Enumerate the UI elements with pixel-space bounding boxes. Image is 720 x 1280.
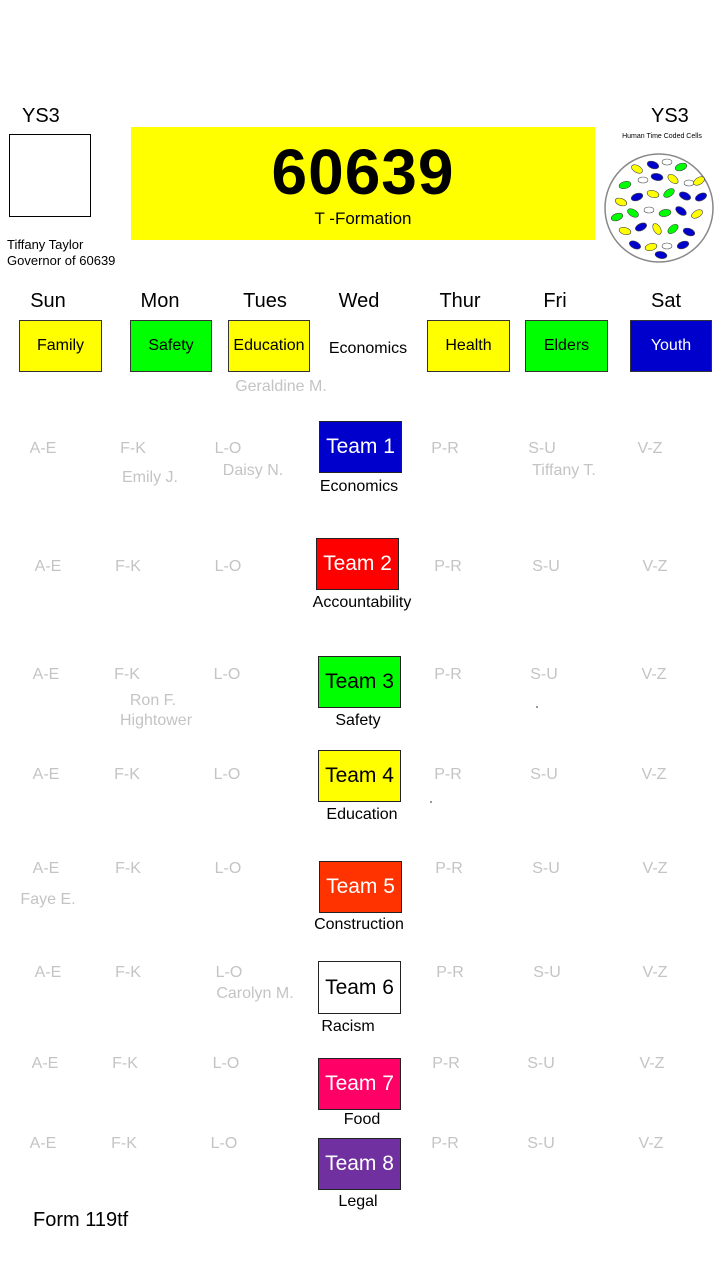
member-name: Daisy N. (222, 462, 284, 479)
dot-mark (430, 801, 432, 803)
governor-info (7, 237, 115, 269)
letter-range: P-R (431, 440, 459, 457)
day-mon: Mon (140, 290, 180, 312)
team-box: Team 2 (316, 538, 399, 590)
focus-safety: Safety (130, 320, 212, 372)
letter-range: P-R (432, 1055, 460, 1072)
team-name: Food (343, 1111, 381, 1128)
member-name: Ron F. (129, 692, 177, 709)
letter-range: F-K (115, 558, 141, 575)
team-box: Team 5 (319, 861, 402, 913)
letter-range: A-E (29, 1135, 57, 1152)
team-box: Team 8 (318, 1138, 401, 1190)
day-thur: Thur (439, 290, 481, 312)
letter-range: A-E (32, 766, 60, 783)
governor-title: Governor of 60639 (7, 253, 116, 268)
letter-range: V-Z (642, 964, 668, 981)
form-number: Form 119tf (33, 1209, 129, 1231)
letter-range: P-R (431, 1135, 459, 1152)
team-name: Racism (321, 1018, 375, 1035)
letter-range: P-R (434, 666, 462, 683)
letter-range: F-K (114, 666, 140, 683)
letter-range: P-R (435, 860, 463, 877)
team-name: Economics (319, 478, 399, 495)
letter-range: S-U (528, 440, 556, 457)
day-sun: Sun (30, 290, 66, 312)
letter-range: F-K (112, 1055, 138, 1072)
letter-range: F-K (114, 766, 140, 783)
member-name: Hightower (119, 712, 193, 729)
focus-youth: Youth (630, 320, 712, 372)
member-name: Tiffany T. (532, 462, 596, 479)
letter-range: F-K (111, 1135, 137, 1152)
day-fri: Fri (543, 290, 567, 312)
letter-range: A-E (34, 558, 62, 575)
letter-range: V-Z (637, 440, 663, 457)
team-name: Accountability (312, 594, 412, 611)
letter-range: L-O (213, 666, 241, 683)
letter-range: L-O (212, 1055, 240, 1072)
team-box: Team 1 (319, 421, 402, 473)
letter-range: V-Z (642, 860, 668, 877)
team-name: Safety (335, 712, 381, 729)
letter-range: S-U (527, 1055, 555, 1072)
team-name: Construction (314, 916, 404, 933)
governor-name: Tiffany Taylor (7, 237, 84, 252)
letter-range: L-O (210, 1135, 238, 1152)
letter-range: V-Z (638, 1135, 664, 1152)
focus-health: Health (427, 320, 510, 372)
letter-range: S-U (530, 666, 558, 683)
letter-range: S-U (530, 766, 558, 783)
focus-family: Family (19, 320, 102, 372)
team-box: Team 4 (318, 750, 401, 802)
team-name: Legal (338, 1193, 378, 1210)
letter-range: V-Z (641, 666, 667, 683)
letter-range: F-K (120, 440, 146, 457)
zip-banner (131, 127, 595, 240)
letter-range: L-O (215, 964, 243, 981)
letter-range: A-E (32, 860, 60, 877)
focus-economics: Economics (328, 340, 408, 357)
team-box: Team 7 (318, 1058, 401, 1110)
governor-photo-placeholder (9, 134, 91, 217)
member-name: Faye E. (20, 891, 76, 908)
letter-range: L-O (214, 558, 242, 575)
letter-range: S-U (527, 1135, 555, 1152)
letter-range: S-U (532, 558, 560, 575)
day-tues: Tues (243, 290, 287, 312)
letter-range: S-U (532, 860, 560, 877)
letter-range: L-O (214, 440, 242, 457)
formation-label: T -Formation (314, 209, 412, 228)
zip-code: 60639 (271, 136, 455, 208)
letter-range: F-K (115, 860, 141, 877)
time-coded-cells-icon (603, 147, 715, 265)
letter-range: V-Z (641, 766, 667, 783)
day-sat: Sat (650, 290, 682, 312)
member-name: Emily J. (122, 469, 178, 486)
letter-range: V-Z (639, 1055, 665, 1072)
letter-range: F-K (115, 964, 141, 981)
day-wed: Wed (338, 290, 380, 312)
letter-range: V-Z (642, 558, 668, 575)
letter-range: P-R (434, 766, 462, 783)
letter-range: A-E (31, 1055, 59, 1072)
team-box: Team 3 (318, 656, 401, 708)
letter-range: S-U (533, 964, 561, 981)
cells-title: Human Time Coded Cells (622, 133, 702, 140)
member-name: Carolyn M. (216, 985, 294, 1002)
letter-range: A-E (29, 440, 57, 457)
letter-range: A-E (32, 666, 60, 683)
letter-range: L-O (214, 860, 242, 877)
ys3-right-label: YS3 (651, 105, 689, 127)
ys3-left-label: YS3 (22, 105, 60, 127)
dot-mark (536, 706, 538, 708)
focus-elders: Elders (525, 320, 608, 372)
letter-range: P-R (436, 964, 464, 981)
team-box: Team 6 (318, 961, 401, 1014)
focus-education: Education (228, 320, 310, 372)
member-name: Geraldine M. (235, 378, 327, 395)
team-name: Education (326, 806, 398, 823)
letter-range: P-R (434, 558, 462, 575)
letter-range: A-E (34, 964, 62, 981)
letter-range: L-O (213, 766, 241, 783)
